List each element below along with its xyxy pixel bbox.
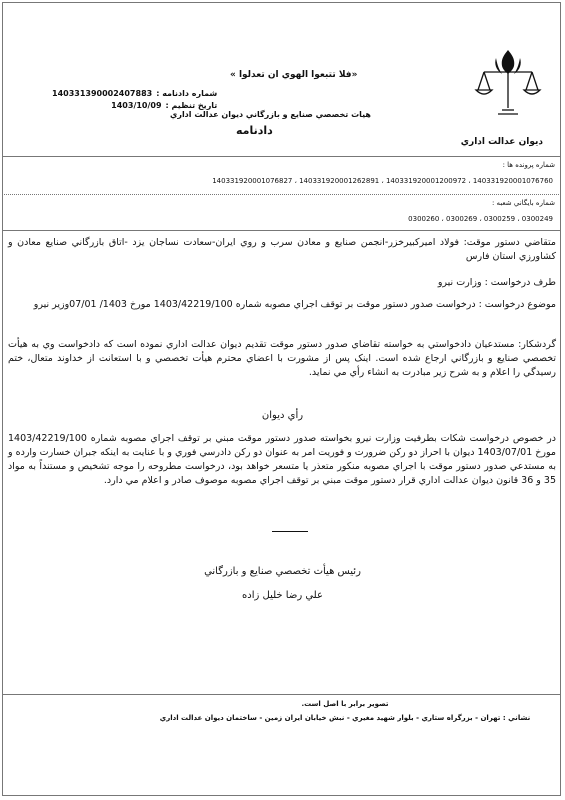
board-name: هیات تخصصي صنايع و بازرگاني ديوان عدالت اداري	[170, 110, 371, 119]
decision-number-value: 140331390002407883	[52, 89, 153, 98]
copy-note: تصوير برابر با اصل است.	[301, 700, 389, 708]
report-paragraph: گردشكار: مستدعيان دادخواستي به خواسته تقاضاي صدور دستور موقت تقديم ديوان عدالت اداري نموده است كه دادخواست وي به هيأت تخصصي صنايع و بازرگاني ارجاع شده است. اينک پس از مشورت با اعضاي محترم هيأت تخصصي و با استعانت از خداوند متعال، ختم رسيدگي را اعلام و به شرح زير مبادرت به انشاء رأي مي نمايد.	[8, 339, 556, 378]
footer-divider	[2, 694, 561, 695]
document-title: دادنامه	[236, 124, 273, 137]
archive-numbers: 0300260 ، 0300269 ، 0300259 ، 0300249	[408, 215, 553, 223]
respondent-paragraph: طرف درخواست : وزارت نيرو	[437, 277, 556, 288]
subject-paragraph: موضوع درخواست : درخواست صدور دستور موقت بر توقف اجراي مصوبه شماره 1403/42219/100 مورخ 1403/ 07/01وزير نيرو	[33, 299, 556, 310]
claimant-paragraph: متقاضي دستور موقت: فولاد اميركبيرخزر-انجمن صنايع و معادن سرب و روي ايران-سعادت نساجان يزد -اتاق بازرگاني صنايع معادن و كشاورزي استان فارس	[8, 237, 556, 262]
issue-date-value: 1403/10/09	[111, 101, 162, 110]
footer-address: نشاني : تهران - بزرگراه ستاري - بلوار شهيد مغيري - نبش خيابان ايران زمين - ساختمان ديوان عدالت اداري	[159, 714, 531, 722]
org-name: ديوان عدالت اداري	[460, 137, 543, 147]
decision-number-label: شماره دادنامه :	[156, 89, 218, 98]
archive-divider	[2, 230, 561, 231]
case-number-label: شماره پرونده ها :	[502, 161, 555, 169]
case-numbers: 140331920001076827 ، 140331920001262891 ، 140331920001200972 ، 140331920001076760	[212, 177, 553, 185]
letterhead	[0, 0, 565, 155]
case-divider	[2, 194, 561, 195]
decision-meta	[52, 88, 217, 112]
signatory-name: علي رضا خليل زاده	[242, 590, 323, 601]
scales-of-justice-icon	[472, 48, 544, 120]
underline-mark	[272, 531, 308, 532]
decision-number-row	[52, 88, 217, 100]
issue-date-row	[52, 100, 217, 112]
issue-date-label: تاريخ تنظيم :	[165, 101, 218, 110]
decision-paragraph: در خصوص درخواست شكات بطرفيت وزارت نيرو بخواسته صدور دستور موقت مبني بر توقف اجراي مصوبه شماره 1403/42219/100 مورخ 1403/07/01 ديوان با احراز دو ركن ضرورت و فوريت امر به عنوان دو ركن دادرسي فوري و با عنايت به اينكه جبران خسارت وارده و به مستدعي صدور دستور موقت با اجراي مصوبه منكور متعذر يا متسعر خواهد بود، درخواست مطروحه را موجه تشخيص و مستنداً به مواد 35 و 36 قانون ديوان عدالت اداري قرار دستور موقت مبني بر توقف اجراي مصوبه موصوف صادر و اعلام مي دارد.	[8, 433, 556, 486]
emblem	[472, 48, 544, 140]
archive-label: شماره بايگاني شعبه :	[491, 199, 555, 207]
quote: «فلا تتبعوا الهوي ان تعدلوا »	[230, 70, 358, 80]
header-divider	[2, 156, 561, 157]
decision-heading: رأي ديوان	[261, 410, 304, 421]
signatory-title: رئيس هيأت تخصصي صنايع و بازرگاني	[204, 566, 361, 577]
